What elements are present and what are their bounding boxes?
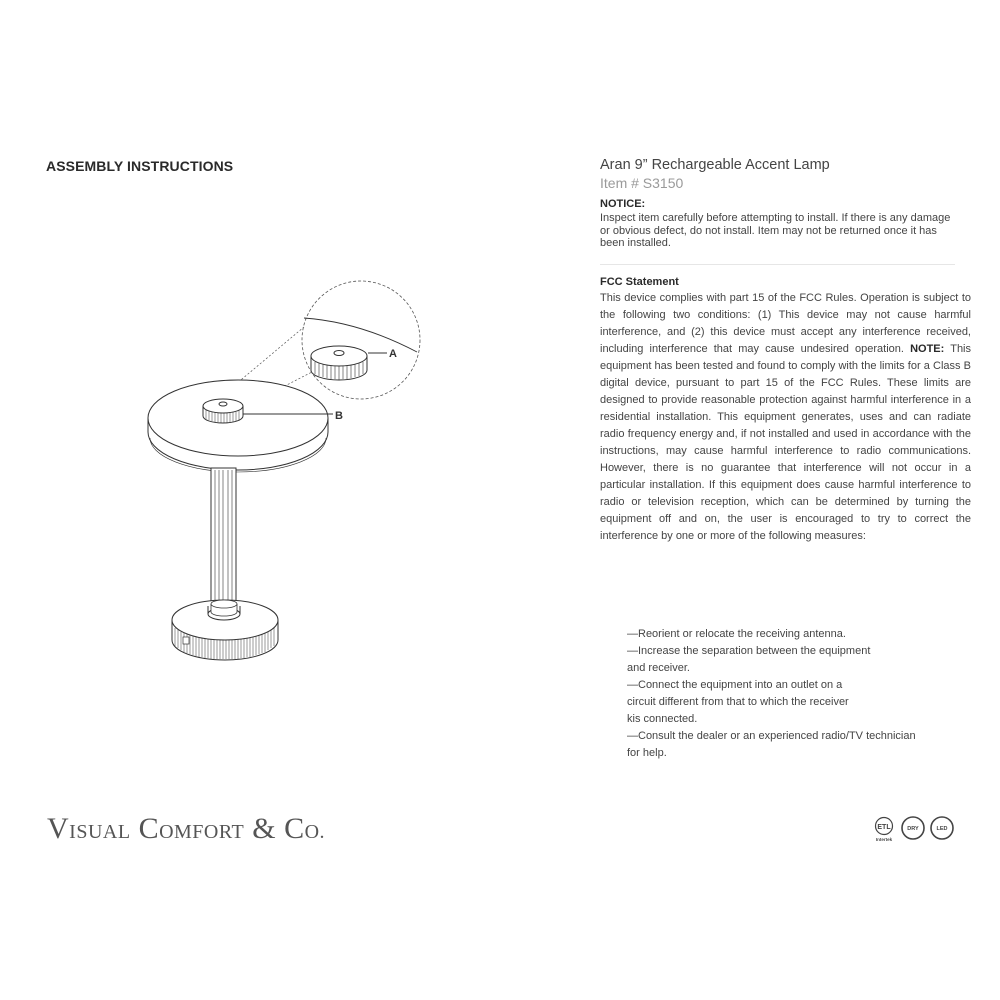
product-name: Aran 9” Rechargeable Accent Lamp bbox=[600, 157, 830, 173]
measure-line: —Consult the dealer or an experienced radio/TV technician bbox=[627, 730, 916, 742]
etl-intertek-text: Intertek bbox=[875, 837, 893, 842]
magnified-button-a bbox=[311, 346, 367, 380]
fcc-body bbox=[600, 290, 971, 545]
logo-letter: ISUAL bbox=[69, 821, 131, 843]
fcc-note-label: NOTE: bbox=[910, 343, 945, 355]
certification-marks bbox=[872, 815, 956, 843]
lamp-base bbox=[172, 600, 278, 660]
shade-button-b bbox=[203, 399, 243, 423]
lamp-assembly-diagram bbox=[140, 275, 430, 675]
detail-magnifier-circle bbox=[302, 281, 420, 399]
measure-line: —Connect the equipment into an outlet on a bbox=[627, 679, 843, 691]
logo-letter: O. bbox=[304, 821, 326, 843]
section-divider bbox=[600, 264, 955, 265]
etl-listed-icon bbox=[876, 818, 893, 843]
measure-line: circuit different from that to which the receiver bbox=[627, 696, 849, 708]
brand-logo bbox=[47, 812, 325, 846]
page-heading: ASSEMBLY INSTRUCTIONS bbox=[46, 158, 234, 174]
measure-line: —Reorient or relocate the receiving antenna. bbox=[627, 628, 846, 640]
notice-title: NOTICE: bbox=[600, 198, 646, 210]
etl-mark-text: ETL bbox=[877, 824, 891, 831]
dry-rated-icon bbox=[902, 817, 924, 839]
fcc-measures-list bbox=[627, 626, 977, 762]
callout-label-a: A bbox=[389, 348, 397, 360]
lamp-stem bbox=[211, 468, 236, 606]
logo-letter: & bbox=[244, 812, 285, 845]
measure-line: kis connected. bbox=[627, 713, 698, 725]
fcc-title: FCC Statement bbox=[600, 276, 679, 288]
callout-label-b: B bbox=[335, 410, 343, 422]
logo-letter: C bbox=[284, 812, 305, 845]
measure-line: and receiver. bbox=[627, 662, 690, 674]
measure-line: for help. bbox=[627, 747, 667, 759]
logo-letter: V bbox=[47, 812, 70, 845]
led-text: LED bbox=[936, 826, 948, 832]
item-number: Item # S3150 bbox=[600, 175, 684, 191]
measure-line: —Increase the separation between the equipment bbox=[627, 645, 871, 657]
fcc-body-part2: This equipment has been tested and found to comply with the limits for a Class B digital device, pursuant to part 15 of the FCC Rules. These limits are designed to provide reasonable protection against harmful interference in a residential installation. This equipment generates, uses and can radiate radio frequency energy and, if not installed and used in accordance with the instructions, may cause harmful interference to radio communications. However, there is no guarantee that interference will not occur in a particular installation. If this equipment does cause harmful interference to radio or television reception, which can be determined by turning the equipment off and on, the user is encouraged to try to correct the interference by one or more of the following measures: bbox=[600, 343, 971, 542]
logo-letter: OMFORT bbox=[159, 821, 245, 843]
logo-letter: C bbox=[138, 812, 160, 845]
magnified-shade-edge bbox=[304, 318, 417, 352]
notice-body: Inspect item carefully before attempting to install. If there is any damage or obvious defect, do not install. Item may not be returned once it has been installed. bbox=[600, 212, 951, 249]
led-icon bbox=[931, 817, 953, 839]
lamp-shade bbox=[148, 380, 328, 472]
fcc-body-part1: This device complies with part 15 of the FCC Rules. Operation is subject to the following two conditions: (1) This device may not cause harmful interference, and (2) this device must accept any interference received, including interference that may cause undesired operation. bbox=[600, 292, 971, 355]
dry-rated-text: DRY bbox=[907, 826, 919, 832]
